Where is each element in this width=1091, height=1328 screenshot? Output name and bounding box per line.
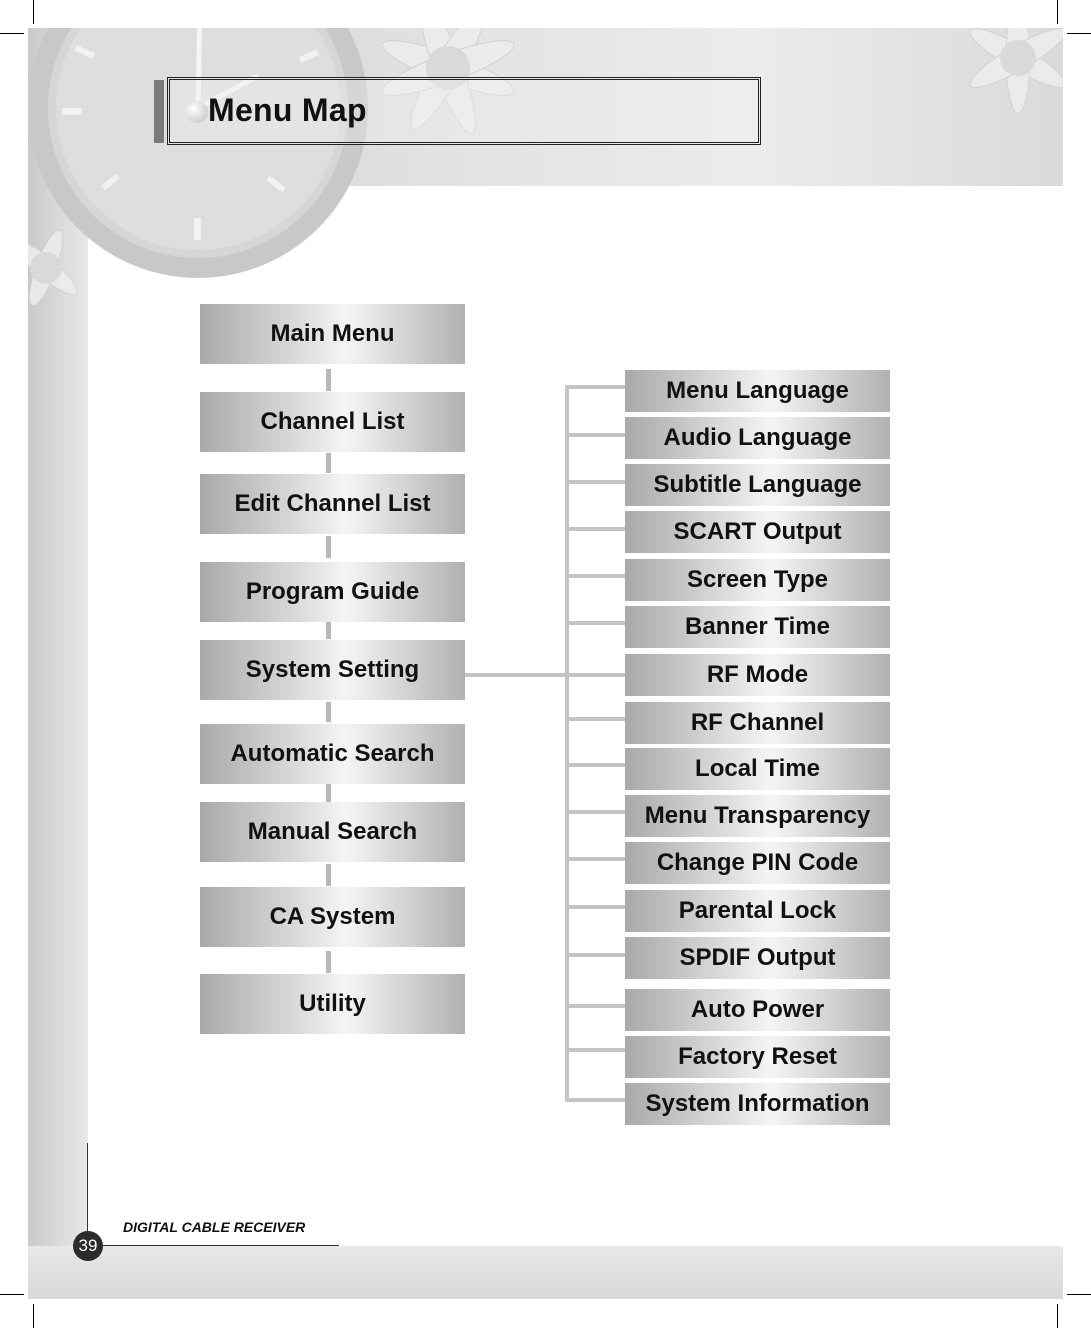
branch-line xyxy=(565,385,625,389)
crop-mark xyxy=(33,0,34,24)
clock-decoration xyxy=(28,28,1063,328)
branch-line xyxy=(565,1098,625,1102)
branch-line xyxy=(565,717,625,721)
submenu-menu-language: Menu Language xyxy=(625,370,890,412)
menu-connector xyxy=(326,951,331,973)
page-sheet xyxy=(28,28,1063,1299)
menu-box-manual-search: Manual Search xyxy=(200,802,465,862)
crop-mark xyxy=(33,1304,34,1328)
footer-band xyxy=(28,1246,1063,1299)
submenu-system-information: System Information xyxy=(625,1083,890,1125)
menu-connector xyxy=(326,702,331,722)
trunk-line xyxy=(565,387,569,1101)
branch-line xyxy=(565,433,625,437)
crop-mark xyxy=(1067,33,1091,34)
submenu-scart-output: SCART Output xyxy=(625,511,890,553)
submenu-change-pin-code: Change PIN Code xyxy=(625,842,890,884)
menu-connector xyxy=(326,369,331,391)
submenu-auto-power: Auto Power xyxy=(625,989,890,1031)
submenu-rf-channel: RF Channel xyxy=(625,702,890,744)
bullet-icon xyxy=(186,101,208,123)
menu-connector xyxy=(326,864,331,886)
branch-line xyxy=(565,1004,625,1008)
menu-box-automatic-search: Automatic Search xyxy=(200,724,465,784)
submenu-banner-time: Banner Time xyxy=(625,606,890,648)
branch-line xyxy=(565,905,625,909)
menu-connector xyxy=(326,453,331,473)
crop-mark xyxy=(1067,1294,1091,1295)
page-number: 39 xyxy=(73,1231,103,1261)
title-accent-bar xyxy=(154,80,164,143)
branch-line xyxy=(465,673,625,677)
submenu-local-time: Local Time xyxy=(625,748,890,790)
submenu-spdif-output: SPDIF Output xyxy=(625,937,890,979)
footer-divider-vertical xyxy=(87,1143,88,1245)
submenu-factory-reset: Factory Reset xyxy=(625,1036,890,1078)
branch-line xyxy=(565,857,625,861)
menu-box-ca-system: CA System xyxy=(200,887,465,947)
footer-product-label: DIGITAL CABLE RECEIVER xyxy=(123,1219,306,1235)
footer-divider xyxy=(87,1245,339,1246)
branch-line xyxy=(565,621,625,625)
branch-line xyxy=(565,527,625,531)
branch-line xyxy=(565,810,625,814)
crop-mark xyxy=(1057,1304,1058,1328)
branch-line xyxy=(565,763,625,767)
crop-mark xyxy=(0,33,24,34)
submenu-parental-lock: Parental Lock xyxy=(625,890,890,932)
menu-connector xyxy=(326,784,331,802)
branch-line xyxy=(565,953,625,957)
menu-connector xyxy=(326,536,331,558)
menu-box-program-guide: Program Guide xyxy=(200,562,465,622)
menu-box-system-setting: System Setting xyxy=(200,640,465,700)
menu-box-utility: Utility xyxy=(200,974,465,1034)
submenu-subtitle-language: Subtitle Language xyxy=(625,464,890,506)
submenu-rf-mode: RF Mode xyxy=(625,654,890,696)
submenu-menu-transparency: Menu Transparency xyxy=(625,795,890,837)
menu-box-edit-channel-list: Edit Channel List xyxy=(200,474,465,534)
page-title: Menu Map xyxy=(208,92,367,128)
menu-box-channel-list: Channel List xyxy=(200,392,465,452)
menu-connector xyxy=(326,619,331,639)
menu-box-main-menu: Main Menu xyxy=(200,304,465,364)
submenu-audio-language: Audio Language xyxy=(625,417,890,459)
crop-mark xyxy=(0,1294,24,1295)
branch-line xyxy=(565,480,625,484)
branch-line xyxy=(565,574,625,578)
branch-line xyxy=(565,1048,625,1052)
submenu-screen-type: Screen Type xyxy=(625,559,890,601)
crop-mark xyxy=(1057,0,1058,24)
